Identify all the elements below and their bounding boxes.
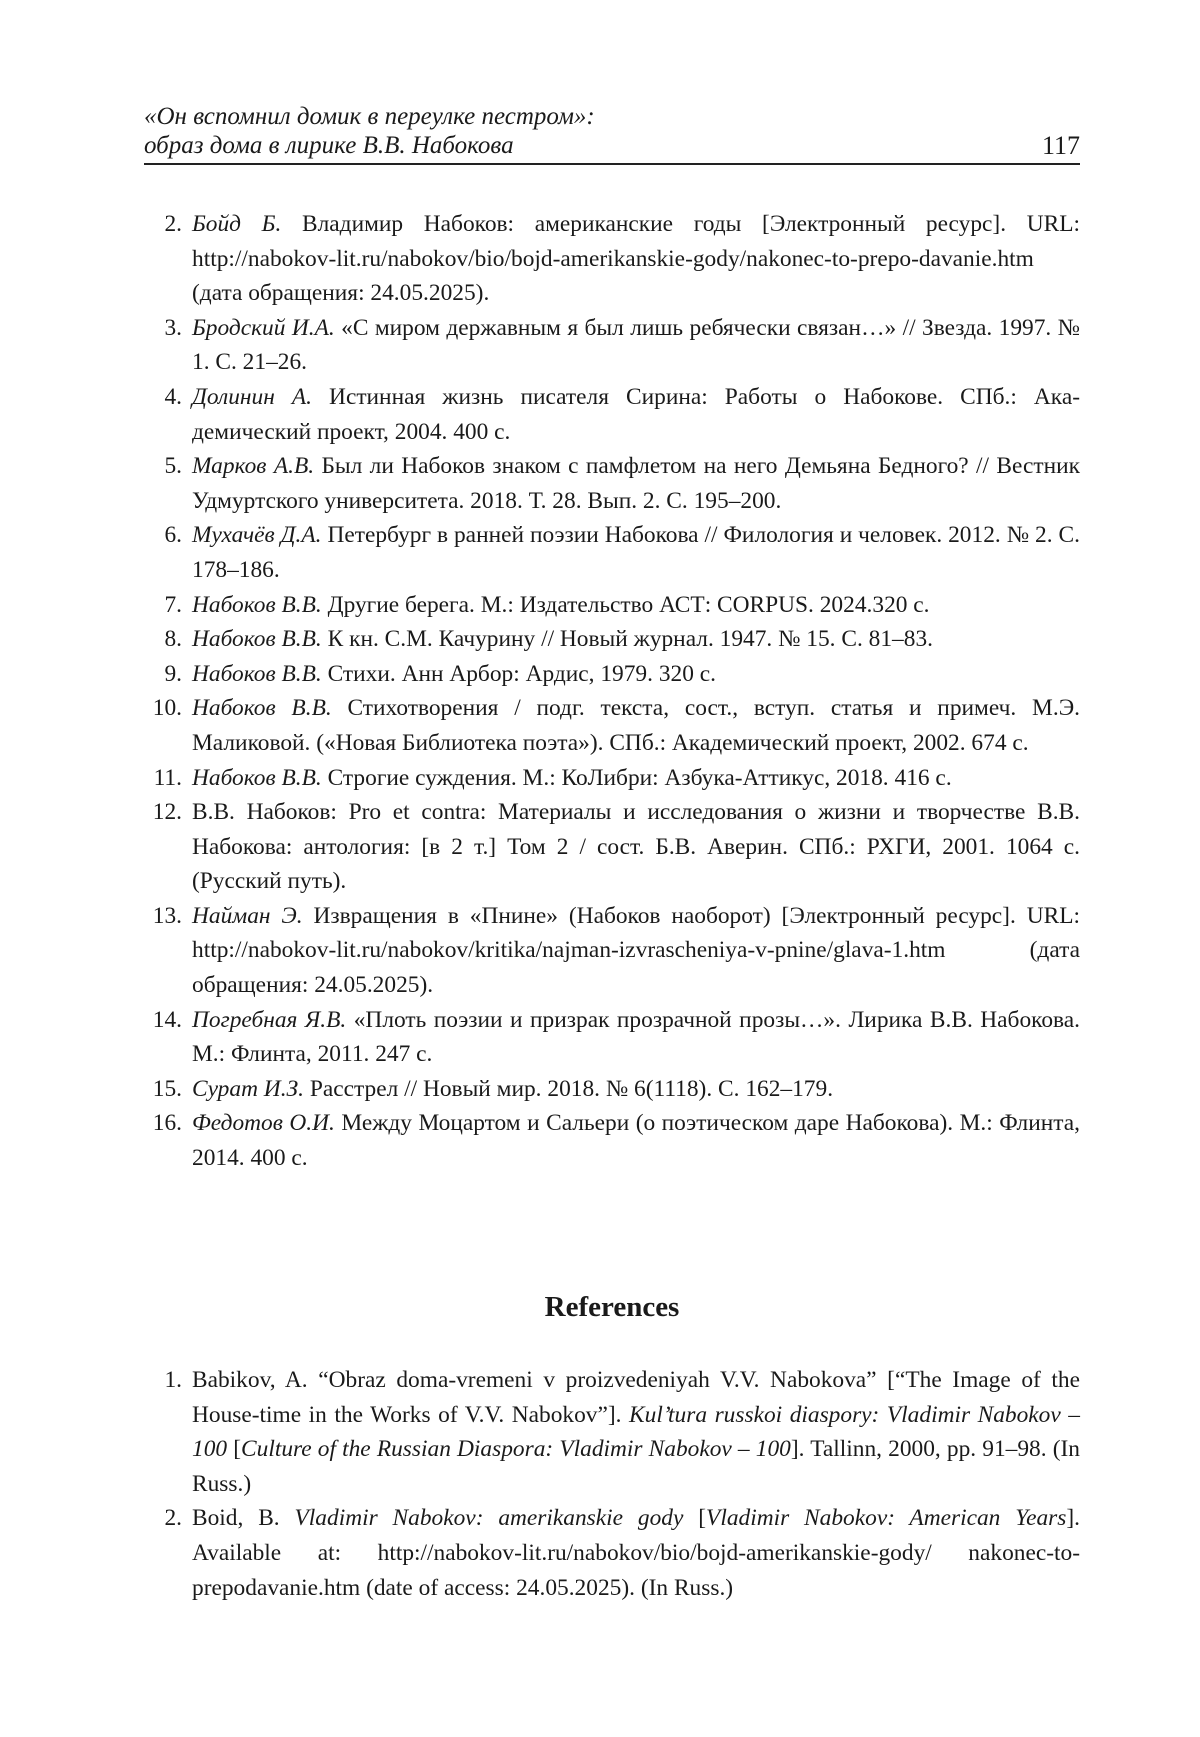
reference-number: 15 . <box>144 1072 182 1107</box>
reference-author: Набоков В.В. <box>192 660 322 687</box>
reference-author: Бойд Б. <box>192 211 282 237</box>
reference-number: 5 . <box>144 449 182 484</box>
reference-text: Петербург в ранней поэзии Набокова // Филология и человек. 2012. № 2. С. 178–186. <box>192 522 1080 583</box>
reference-item <box>144 691 1080 760</box>
reference-item <box>144 449 1080 518</box>
reference-author: Марков А.В. <box>192 453 315 480</box>
reference-list-english <box>144 1363 1080 1605</box>
reference-author: Набоков В.В. <box>192 591 322 618</box>
references-heading: References <box>544 1291 680 1323</box>
reference-author: Федотов О.И. <box>192 1110 335 1137</box>
reference-number: 7 . <box>144 588 182 623</box>
reference-number: 16 . <box>144 1106 182 1141</box>
reference-number: 14 . <box>144 1003 182 1038</box>
reference-text: В.В. Набоков: Pro et contra: Материалы и исследования о жизни и творчестве В.В. Набокова: антология: [в 2 т.] Том 2 / сост. Б.В. Аверин. СПб.: РХГИ, 2001. 1064 с. (Русский путь). <box>192 799 1080 895</box>
reference-number: 3 . <box>144 311 182 346</box>
reference-title-italic: Vladimir Nabokov: American Years <box>706 1505 1067 1532</box>
reference-text: Стихотворения / подг. текста, сост., вступ. статья и примеч. М.Э. Маликовой. («Новая Библиотека поэта»). СПб.: Академический проект, 2002. 674 с. <box>192 695 1080 756</box>
reference-number: 12 . <box>144 795 182 830</box>
reference-number: 4 . <box>144 380 182 415</box>
reference-author: Сурат И.З. <box>192 1075 304 1102</box>
reference-item <box>144 1003 1080 1072</box>
reference-author: Набоков В.В. <box>192 764 322 791</box>
reference-text: [ <box>683 1505 707 1532</box>
reference-item <box>144 657 1080 692</box>
reference-item <box>144 311 1080 380</box>
reference-text: Другие берега. М.: Издательство АСТ: CORPUS. 2024.320 с. <box>327 591 930 618</box>
reference-item <box>144 380 1080 449</box>
reference-item <box>144 1363 1080 1501</box>
reference-text: Строгие суждения. М.: КоЛибри: Азбука-Аттикус, 2018. 416 с. <box>327 764 952 791</box>
reference-item <box>144 795 1080 899</box>
reference-title-italic: Kul’tura russkoi diaspory: Vladimir Nabokov – 100 <box>192 1401 1080 1463</box>
reference-text: Истинная жизнь писателя Сирина: Работы о Набокове. СПб.: Ака-демический проект, 2004. 400 с. <box>192 383 1080 445</box>
reference-number: 9 . <box>144 657 182 692</box>
reference-item <box>144 518 1080 587</box>
reference-item <box>144 622 1080 657</box>
reference-item <box>144 1501 1080 1605</box>
reference-author: Погребная Я.В. <box>192 1006 347 1033</box>
reference-author: Бродский И.А. <box>192 314 335 341</box>
reference-number: 6 . <box>144 518 182 553</box>
reference-text: Стихи. Анн Арбор: Ардис, 1979. 320 с. <box>327 660 716 687</box>
reference-text: Извращения в «Пнине» (Набоков наоборот) [Электронный ресурс]. URL: http://nabokov-lit.ru/nabokov/kritika/najman-izvrascheniya-v-pnine/glava-1.htm (дата обращения: 24.05.2025). <box>192 902 1080 999</box>
reference-item <box>144 761 1080 796</box>
reference-text: К кн. С.М. Качурину // Новый журнал. 1947. № 15. С. 81–83. <box>327 626 933 653</box>
reference-item <box>144 1072 1080 1107</box>
reference-number: 2 . <box>144 207 182 242</box>
reference-text: Между Моцартом и Сальери (о поэтическом даре Набокова). М.: Флинта, 2014. 400 с. <box>192 1110 1080 1172</box>
reference-title-italic: Culture of the Russian Diaspora: Vladimir Nabokov – 100 <box>241 1436 791 1463</box>
reference-text: «Плоть поэзии и призрак прозрачной прозы…». Лирика В.В. Набокова. М.: Флинта, 2011. 247 с. <box>192 1006 1080 1068</box>
running-head <box>144 102 1080 162</box>
reference-author: Набоков В.В. <box>192 626 322 653</box>
reference-number: 11 . <box>144 761 182 796</box>
reference-author: Мухачёв Д.А. <box>192 522 322 549</box>
reference-text: «С миром державным я был лишь ребячески связан…» // Звезда. 1997. № 1. С. 21–26. <box>192 314 1080 376</box>
reference-number: 13 . <box>144 899 182 934</box>
reference-text: Расстрел // Новый мир. 2018. № 6(1118). С. 162–179. <box>309 1075 834 1102</box>
reference-number: 1 . <box>144 1363 182 1398</box>
reference-text: Был ли Набоков знаком с памфлетом на него Демьяна Бедного? // Вестник Удмуртского университета. 2018. Т. 28. Вып. 2. С. 195–200. <box>192 453 1080 514</box>
reference-author: Найман Э. <box>192 902 303 929</box>
running-head-title-line-2: образ дома в лирике В.В. Набокова <box>144 132 514 159</box>
header-rule <box>144 163 1080 165</box>
reference-author: Набоков В.В. <box>192 695 332 722</box>
reference-text: [ <box>227 1436 242 1463</box>
reference-title-italic: Vladimir Nabokov: amerikanskie gody <box>294 1505 684 1532</box>
reference-item <box>144 588 1080 623</box>
page-number: 117 <box>1041 131 1080 160</box>
reference-number: 10 . <box>144 691 182 726</box>
reference-item <box>144 1106 1080 1175</box>
reference-item <box>144 899 1080 1003</box>
reference-text: ]. Available at: http://nabokov-lit.ru/nabokov/bio/bojd-amerikanskie-gody/ nakonec-to-prepodavanie.htm (date of access: 24.05.2025). (In Russ.) <box>192 1505 1081 1601</box>
running-head-title-line-1: «Он вспомнил домик в переулке пестром»: <box>144 103 595 130</box>
reference-text: Владимир Набоков: американские годы [Электронный ресурс]. URL: http://nabokov-lit.ru/nabokov/bio/bojd-amerikanskie-gody/nakonec-to-prepo-davanie.htm (дата обращения: 24.05.2025). <box>192 211 1080 307</box>
reference-text: Babikov, A. “Obraz doma-vremeni v proizvedeniyah V.V. Nabokova” [“The Image of the House-time in the Works of V.V. Nabokov”]. <box>192 1367 1080 1428</box>
reference-text: ]. Tallinn, 2000, pp. 91–98. (In Russ.) <box>192 1436 1080 1497</box>
reference-author: Долинин А. <box>192 383 312 410</box>
reference-number: 2 . <box>144 1501 182 1536</box>
reference-text: Boid, B. <box>192 1505 295 1532</box>
reference-number: 8 . <box>144 622 182 657</box>
reference-list-russian <box>144 207 1080 1176</box>
reference-item <box>144 207 1080 311</box>
